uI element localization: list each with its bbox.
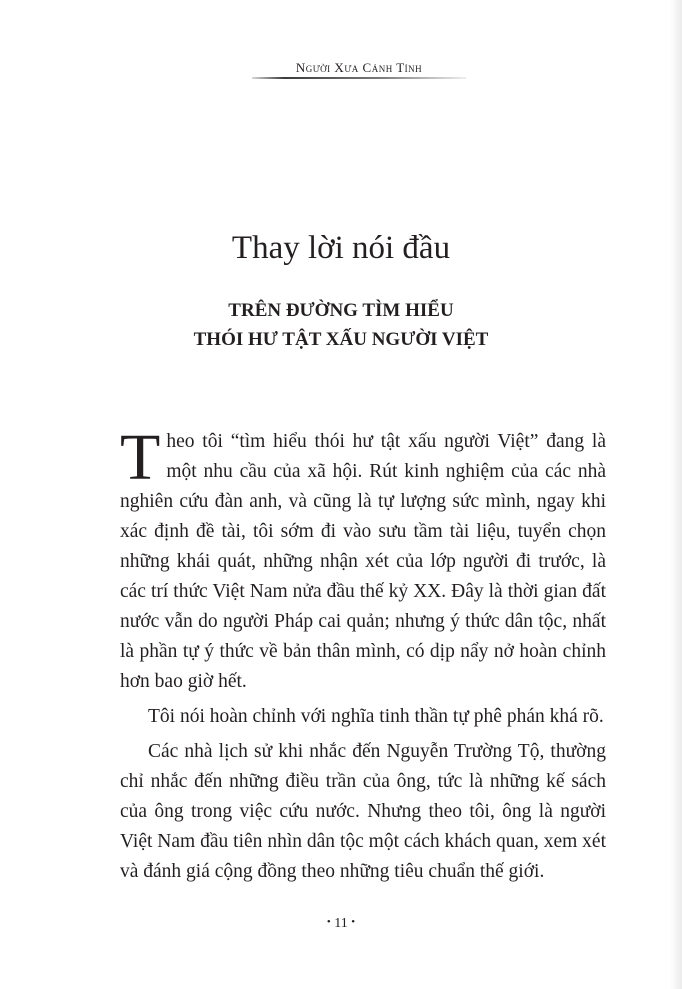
page-edge-shadow [670, 0, 682, 989]
running-head-rule [252, 77, 466, 79]
running-head: Người Xưa Cảnh Tỉnh [295, 60, 423, 75]
drop-cap: T [120, 421, 161, 494]
subtitle-line-2: THÓI HƯ TẬT XẤU NGƯỜI VIỆT [193, 329, 489, 350]
paragraph-1 [120, 421, 606, 697]
page-number: 11 [334, 916, 348, 931]
paragraph-2: Tôi nói hoàn chỉnh với nghĩa tinh thần tự phê phán khá rõ. [148, 706, 604, 727]
body-text [120, 421, 606, 892]
chapter-subtitle [0, 296, 682, 354]
bullet-right-icon: • [351, 916, 356, 928]
subtitle-line-1: TRÊN ĐƯỜNG TÌM HIỂU [228, 300, 454, 321]
paragraph-1-text: heo tôi “tìm hiểu thói hư tật xấu người Việt” đang là một nhu cầu của xã hội. Rút kinh nghiệm của các nhà nghiên cứu đàn anh, và cũng là tự lượng sức mình, ngay khi xác định đề tài, tôi sớm đi vào sưu tầm tài liệu, tuyển chọn những khái quát, những nhận xét của lớp người đi trước, là các trí thức Việt Nam nửa đầu thế kỷ XX. Đây là thời gian đất nước vẫn do người Pháp cai quản; nhưng ý thức dân tộc, nhất là phần tự ý thức về bản thân mình, có dịp nẩy nở hoàn chỉnh hơn bao giờ hết. [120, 431, 606, 692]
chapter-title: Thay lời nói đầu [231, 230, 451, 266]
bullet-left-icon: • [326, 916, 331, 928]
page-number-footer [0, 916, 682, 932]
paragraph-3: Các nhà lịch sử khi nhắc đến Nguyễn Trường Tộ, thường chỉ nhắc đến những điều trần của ông, tức là những kế sách của ông trong việc cứu nước. Nhưng theo tôi, ông là người Việt Nam đầu tiên nhìn dân tộc một cách khách quan, xem xét và đánh giá cộng đồng theo những tiêu chuẩn thế giới. [120, 741, 606, 882]
